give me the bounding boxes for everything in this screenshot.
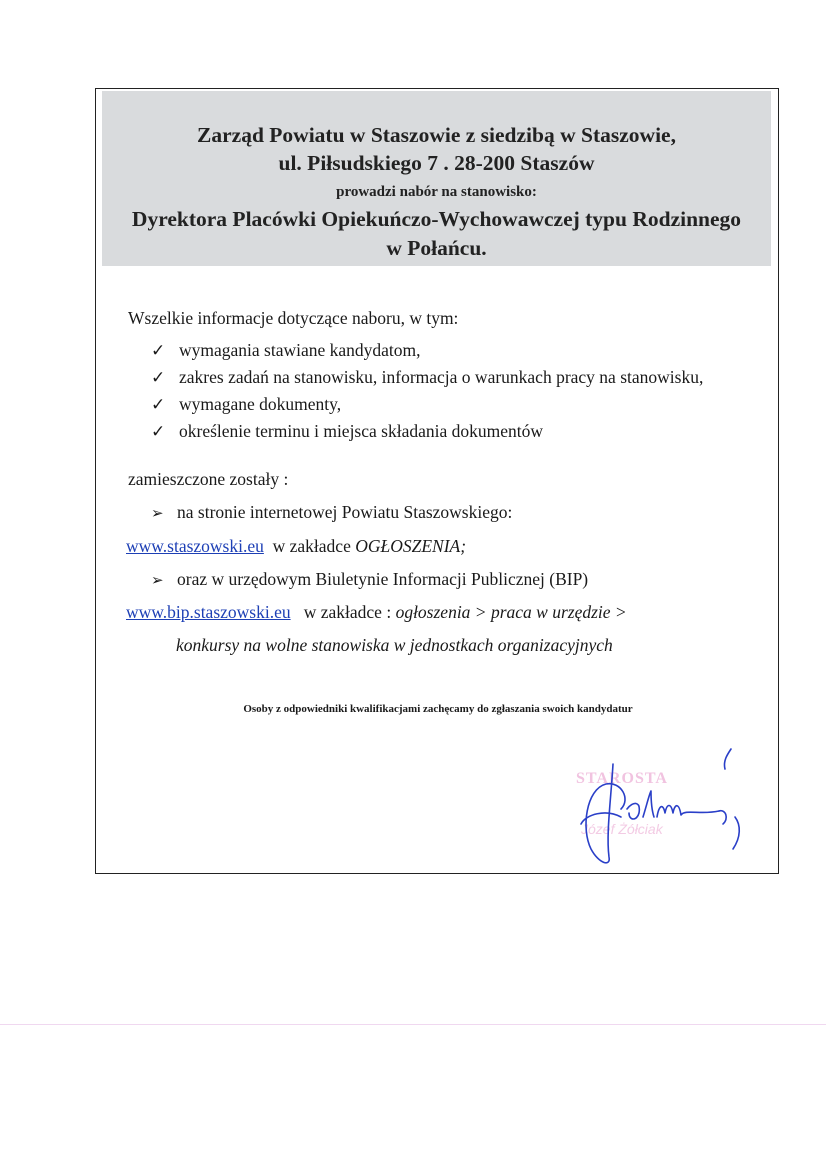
- info-checklist: [151, 337, 703, 445]
- bip-line: [126, 602, 627, 623]
- page-fold-line: [0, 1024, 826, 1025]
- checkmark-icon: ✓: [151, 394, 166, 414]
- bullet-bip-text: oraz w urzędowym Biuletynie Informacji Publicznej (BIP): [177, 569, 589, 589]
- list-item-text: wymagania stawiane kandydatom,: [179, 340, 421, 360]
- header-position-location: w Połańcu.: [386, 236, 487, 260]
- intro-text: Wszelkie informacje dotyczące naboru, w tym:: [128, 308, 459, 328]
- arrow-bullet-icon: ➢: [151, 506, 164, 522]
- stamp-title: STAROSTA: [576, 770, 668, 787]
- bip-link[interactable]: www.bip.staszowski.eu: [126, 602, 291, 622]
- bip-tab-path-continued: konkursy na wolne stanowiska w jednostkach organizacyjnych: [176, 635, 613, 655]
- arrow-bullet-icon: ➢: [151, 573, 164, 589]
- list-item-text: zakres zadań na stanowisku, informacja o warunkach pracy na stanowisku,: [179, 367, 704, 387]
- posted-text: zamieszczone zostały :: [128, 469, 289, 489]
- website-tab-name: OGŁOSZENIA: [355, 536, 461, 556]
- announcement-frame: [95, 88, 779, 874]
- header-position-title: Dyrektora Placówki Opiekuńczo-Wychowawczej typu Rodzinnego: [131, 207, 742, 231]
- bip-tab-path: ogłoszenia > praca w urzędzie >: [395, 602, 627, 622]
- website-tab-label: w zakładce: [272, 536, 351, 556]
- invitation-text: Osoby z odpowiedniki kwalifikacjami zachęcamy do zgłaszania swoich kandydatur: [243, 703, 633, 715]
- checkmark-icon: ✓: [151, 367, 166, 387]
- website-link[interactable]: www.staszowski.eu: [126, 536, 264, 556]
- header-organization: Zarząd Powiatu w Staszowie z siedzibą w Staszowie,: [197, 123, 676, 147]
- header-recruitment-note: prowadzi nabór na stanowisko:: [336, 184, 537, 200]
- bullet-bip: [151, 569, 588, 590]
- list-item-text: określenie terminu i miejsca składania dokumentów: [179, 421, 543, 441]
- checkmark-icon: ✓: [151, 421, 166, 441]
- header-address: ul. Piłsudskiego 7 . 28-200 Staszów: [278, 151, 595, 175]
- bip-tab-label: w zakładce :: [303, 602, 392, 622]
- checkmark-icon: ✓: [151, 340, 166, 360]
- website-line: [126, 536, 466, 557]
- stamp-name: Józef Żółciak: [581, 821, 663, 837]
- bullet-website: [151, 502, 512, 523]
- list-item: [151, 391, 703, 418]
- list-item: [151, 364, 703, 391]
- list-item: [151, 337, 703, 364]
- signature: [551, 739, 751, 874]
- website-line-end: ;: [460, 536, 467, 556]
- list-item-text: wymagane dokumenty,: [179, 394, 342, 414]
- bullet-website-text: na stronie internetowej Powiatu Staszowskiego:: [177, 502, 513, 522]
- announcement-header: [102, 91, 771, 266]
- list-item: [151, 418, 703, 445]
